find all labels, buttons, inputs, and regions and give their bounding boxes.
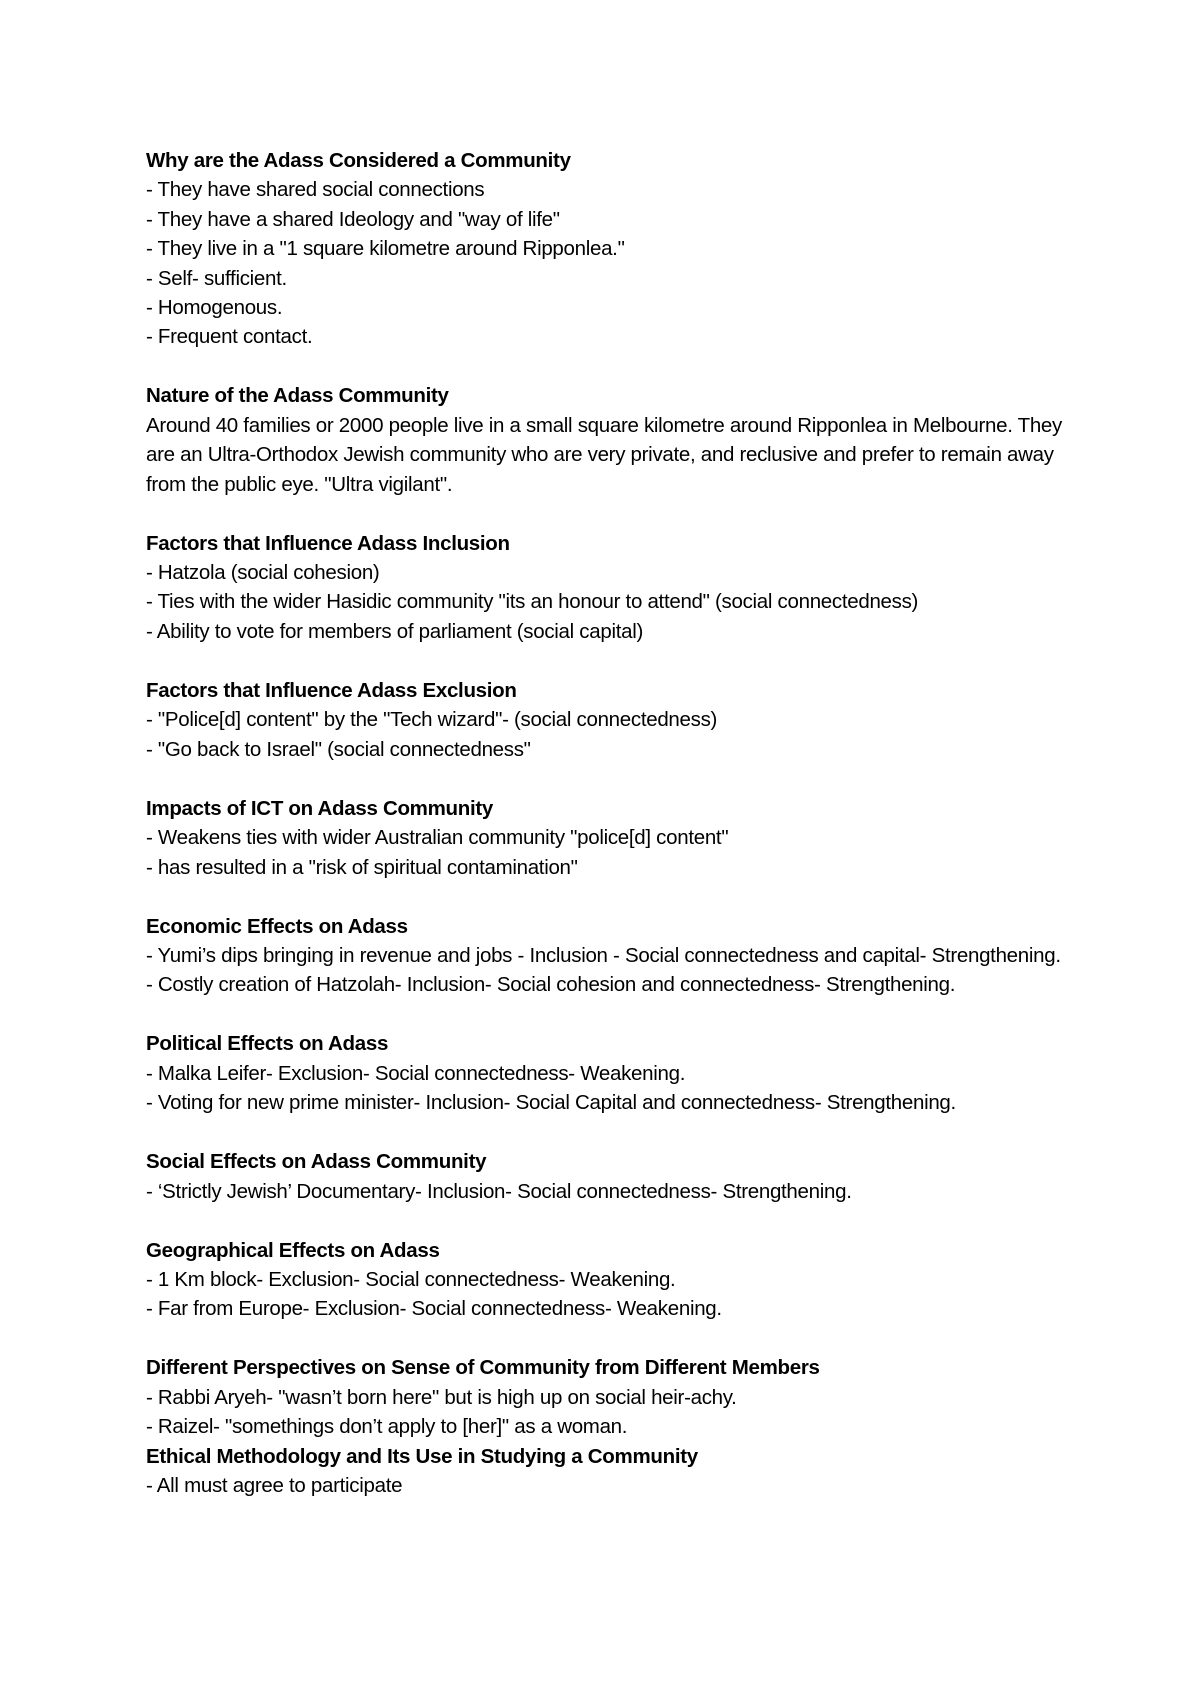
section-heading: Different Perspectives on Sense of Community from Different Members xyxy=(146,1356,820,1380)
bullet-line: - 1 Km block- Exclusion- Social connectedness- Weakening. xyxy=(146,1267,676,1291)
section-why-community xyxy=(146,146,1146,352)
section-heading: Ethical Methodology and Its Use in Studying a Community xyxy=(146,1444,698,1468)
bullet-line: - ‘Strictly Jewish’ Documentary- Inclusion- Social connectedness- Strengthening. xyxy=(146,1179,852,1203)
section-heading: Factors that Influence Adass Inclusion xyxy=(146,531,510,555)
section-political-effects xyxy=(146,1029,1146,1117)
section-heading: Geographical Effects on Adass xyxy=(146,1238,440,1262)
bullet-line: - Voting for new prime minister- Inclusion- Social Capital and connectedness- Strengthening. xyxy=(146,1091,956,1115)
bullet-line: - Hatzola (social cohesion) xyxy=(146,561,380,585)
body-paragraph: Around 40 families or 2000 people live in a small square kilometre around Ripponlea in Melbourne. They are an Ultra-Orthodox Jewish community who are very private, and reclusive and prefer to remain away from the public eye. "Ultra vigilant". xyxy=(146,413,1062,496)
bullet-line: - Ability to vote for members of parliament (social capital) xyxy=(146,619,643,643)
bullet-line: - Weakens ties with wider Australian community "police[d] content" xyxy=(146,826,729,850)
section-economic-effects xyxy=(146,912,1146,1000)
bullet-line: - Homogenous. xyxy=(146,296,283,320)
section-ethical-methodology xyxy=(146,1442,1146,1501)
section-nature xyxy=(146,381,1146,499)
bullet-line: - Raizel- "somethings don’t apply to [her]" as a woman. xyxy=(146,1415,628,1439)
bullet-line: - Costly creation of Hatzolah- Inclusion- Social cohesion and connectedness- Strengthening. xyxy=(146,973,956,997)
bullet-line: - "Go back to Israel" (social connectedness" xyxy=(146,737,531,761)
section-heading: Why are the Adass Considered a Community xyxy=(146,149,571,172)
section-exclusion-factors xyxy=(146,676,1146,764)
bullet-line: - Frequent contact. xyxy=(146,325,313,349)
bullet-line: - They have shared social connections xyxy=(146,178,485,202)
bullet-line: - Ties with the wider Hasidic community "its an honour to attend" (social connectedness) xyxy=(146,590,919,614)
section-heading: Impacts of ICT on Adass Community xyxy=(146,796,493,820)
section-heading: Social Effects on Adass Community xyxy=(146,1150,487,1174)
bullet-line: - Self- sufficient. xyxy=(146,266,287,290)
bullet-line: - They live in a "1 square kilometre around Ripponlea." xyxy=(146,237,625,261)
bullet-line: - Malka Leifer- Exclusion- Social connectedness- Weakening. xyxy=(146,1061,686,1085)
bullet-line: - Rabbi Aryeh- "wasn’t born here" but is high up on social heir-achy. xyxy=(146,1385,737,1409)
section-heading: Economic Effects on Adass xyxy=(146,914,408,938)
section-heading: Political Effects on Adass xyxy=(146,1032,389,1056)
bullet-line: - Far from Europe- Exclusion- Social connectedness- Weakening. xyxy=(146,1297,722,1321)
section-ict-impacts xyxy=(146,794,1146,882)
bullet-line: - "Police[d] content" by the "Tech wizard"- (social connectedness) xyxy=(146,708,718,732)
section-inclusion-factors xyxy=(146,529,1146,647)
section-perspectives xyxy=(146,1353,1146,1441)
bullet-line: - They have a shared Ideology and "way of life" xyxy=(146,207,560,231)
bullet-line: - All must agree to participate xyxy=(146,1473,403,1497)
section-heading: Nature of the Adass Community xyxy=(146,384,449,408)
document-page xyxy=(146,146,1146,1500)
bullet-line: - has resulted in a "risk of spiritual contamination" xyxy=(146,855,578,879)
bullet-line: - Yumi’s dips bringing in revenue and jobs - Inclusion - Social connectedness and capital- Strengthening. xyxy=(146,943,1061,967)
section-heading: Factors that Influence Adass Exclusion xyxy=(146,678,517,702)
section-social-effects xyxy=(146,1147,1146,1206)
section-geographical-effects xyxy=(146,1236,1146,1324)
